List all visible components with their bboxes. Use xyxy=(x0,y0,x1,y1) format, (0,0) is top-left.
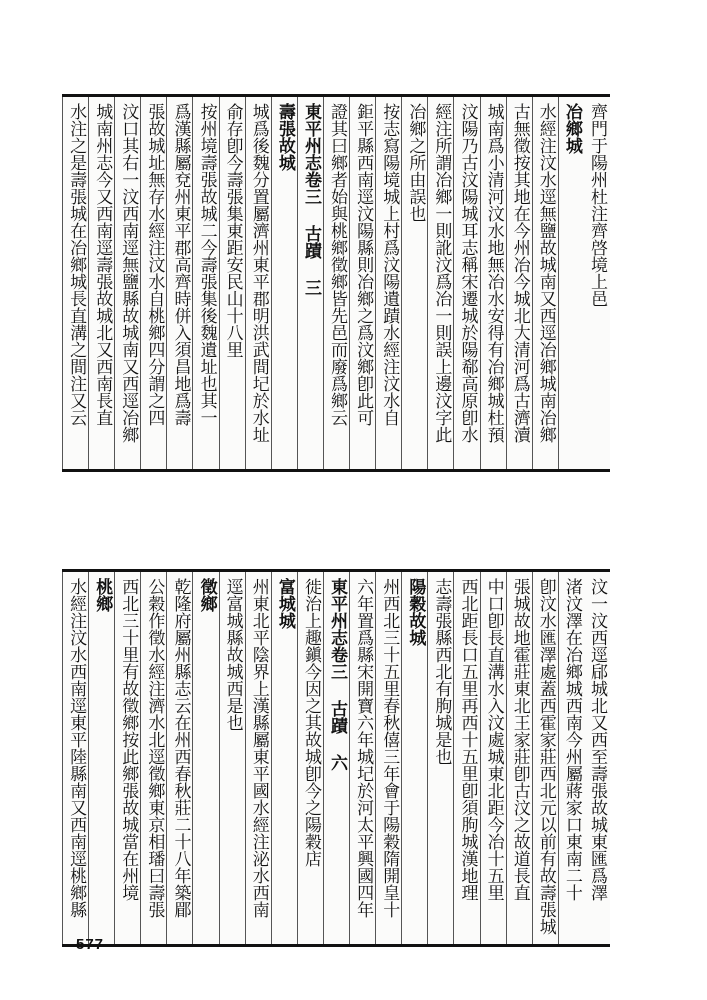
column-text: 水經注汶水逕無鹽故城南又西逕冶鄉城南冶鄉 xyxy=(535,103,556,443)
text-column xyxy=(219,97,245,469)
section-heading: 陽穀故城 xyxy=(405,578,426,646)
text-column xyxy=(271,97,297,469)
text-column xyxy=(140,97,166,469)
column-text: 逕富城縣故城西是也 xyxy=(222,578,243,731)
column-text: 州東北平陰界上漢縣屬東平國水經注泌水西南 xyxy=(248,578,269,918)
section-heading: 富城城 xyxy=(274,578,295,629)
text-column xyxy=(427,97,453,469)
text-column xyxy=(297,572,323,944)
column-text: 爲漢縣屬兗州東平郡高齊時併入須昌地爲壽 xyxy=(170,103,191,426)
text-column xyxy=(245,572,271,944)
column-text: 乾隆府屬州縣志云在州西春秋莊二十八年築郿 xyxy=(170,578,191,918)
column-text: 志壽張縣西北有朐城是也 xyxy=(431,578,452,765)
text-column xyxy=(584,97,610,469)
column-text: 張城故地霍莊東北王家莊卽古汶之故道長直 xyxy=(509,578,530,901)
column-text: 卽汶水匯澤處蓋西霍家莊西北元以前有故壽張城 xyxy=(535,578,556,935)
text-column xyxy=(480,97,506,469)
text-column xyxy=(62,97,88,469)
text-column xyxy=(114,97,140,469)
column-text: 張故城址無存水經注汶水自桃鄉四分謂之四 xyxy=(144,103,165,426)
column-text: 城南州志今又西南逕壽張故城北又西南長直 xyxy=(92,103,113,426)
column-text: 俞存卽今壽張集東距安民山十八里 xyxy=(222,103,243,358)
text-column xyxy=(453,97,479,469)
text-column xyxy=(88,572,114,944)
text-column xyxy=(480,572,506,944)
column-text: 渚汶澤在冶鄉城西南今州屬蔣家口東南二十 xyxy=(561,578,582,901)
column-text: 經注所謂冶鄉一則訛汶爲冶一則誤上邊汶字此 xyxy=(431,103,452,443)
text-column xyxy=(532,97,558,469)
text-column xyxy=(323,572,349,944)
column-text: 西北三十里有故徵鄉按此鄉張故城當在州境 xyxy=(118,578,139,901)
column-text: 按志寫陽境城上村爲汶陽遺蹟水經注汶水自 xyxy=(379,103,400,426)
section-heading: 壽張故城 xyxy=(274,103,295,171)
column-text: 水經注汶水西南逕東平陸縣南又西南逕桃鄉縣 xyxy=(66,578,87,918)
text-column xyxy=(271,572,297,944)
section-heading: 桃鄉 xyxy=(92,578,113,612)
column-text: 州西北三十五里春秋僖三年會于陽穀隋開皇十 xyxy=(379,578,400,918)
text-column xyxy=(584,572,610,944)
text-column xyxy=(401,97,427,469)
column-text: 中口卽長直溝水入汶處城東北距今冶十五里 xyxy=(483,578,504,901)
text-column xyxy=(219,572,245,944)
column-text: 汶一汶西逕郈城北又西至壽張故城東匯爲澤 xyxy=(586,578,607,901)
text-column xyxy=(114,572,140,944)
text-column xyxy=(506,572,532,944)
text-column xyxy=(558,572,584,944)
text-column xyxy=(532,572,558,944)
text-column xyxy=(245,97,271,469)
text-column xyxy=(349,97,375,469)
text-column xyxy=(375,572,401,944)
column-text: 按州境壽張故城二今壽張集後魏遺址也其一 xyxy=(196,103,217,426)
column-text: 汶口其右一汶西南逕無鹽縣故城南又西逕冶鄉 xyxy=(118,103,139,443)
column-text: 水注之是壽張城在冶鄉城長直溝之間注又云 xyxy=(66,103,87,426)
page-number: 577 xyxy=(76,936,105,953)
text-column xyxy=(88,97,114,469)
running-title: 東平州志卷三 古蹟 六 xyxy=(327,578,348,771)
text-column xyxy=(323,97,349,469)
text-column xyxy=(62,572,88,944)
text-column xyxy=(506,97,532,469)
column-text: 西北距長口五里再西十五里卽須朐城漢地理 xyxy=(457,578,478,901)
section-heading: 冶鄉城 xyxy=(561,103,582,154)
column-text: 鉅平縣西南逕汶陽縣則冶鄉之爲汶鄉卽此可 xyxy=(353,103,374,426)
column-text: 冶鄉之所由誤也 xyxy=(405,103,426,222)
text-column xyxy=(401,572,427,944)
text-column xyxy=(192,572,218,944)
text-column xyxy=(166,572,192,944)
running-title: 東平州志卷三 古蹟 三 xyxy=(300,103,321,296)
column-text: 城南爲小清河汶水地無冶水安得有冶鄉城杜預 xyxy=(483,103,504,443)
column-text: 城爲後魏分置屬濟州東平郡明洪武間圮於水址 xyxy=(248,103,269,443)
column-text: 齊門于陽州杜注齊啓境上邑 xyxy=(586,103,607,307)
column-text: 古無徵按其地在今州冶今城北大清河爲古濟瀆 xyxy=(509,103,530,443)
text-column xyxy=(558,97,584,469)
text-column xyxy=(453,572,479,944)
text-column xyxy=(427,572,453,944)
column-text: 公穀作徵水經注濟水北逕徵鄉東京相璠曰壽張 xyxy=(144,578,165,918)
column-text: 汶陽乃古汶陽城耳志稱宋遷城於陽郗高原卽水 xyxy=(457,103,478,443)
text-column xyxy=(166,97,192,469)
section-heading: 徵鄉 xyxy=(196,578,217,612)
top-page-panel xyxy=(62,94,610,472)
text-column xyxy=(349,572,375,944)
text-column xyxy=(192,97,218,469)
bottom-page-panel xyxy=(62,569,610,947)
column-text: 六年置爲縣宋開寶六年城圮於河太平興國四年 xyxy=(353,578,374,918)
column-text: 證其曰鄉者始與桃鄉徵鄉皆先邑而廢爲鄉云 xyxy=(327,103,348,426)
column-text: 徙治上趣鎭今因之其故城卽今之陽穀店 xyxy=(300,578,321,867)
text-column xyxy=(375,97,401,469)
text-column xyxy=(297,97,323,469)
text-column xyxy=(140,572,166,944)
